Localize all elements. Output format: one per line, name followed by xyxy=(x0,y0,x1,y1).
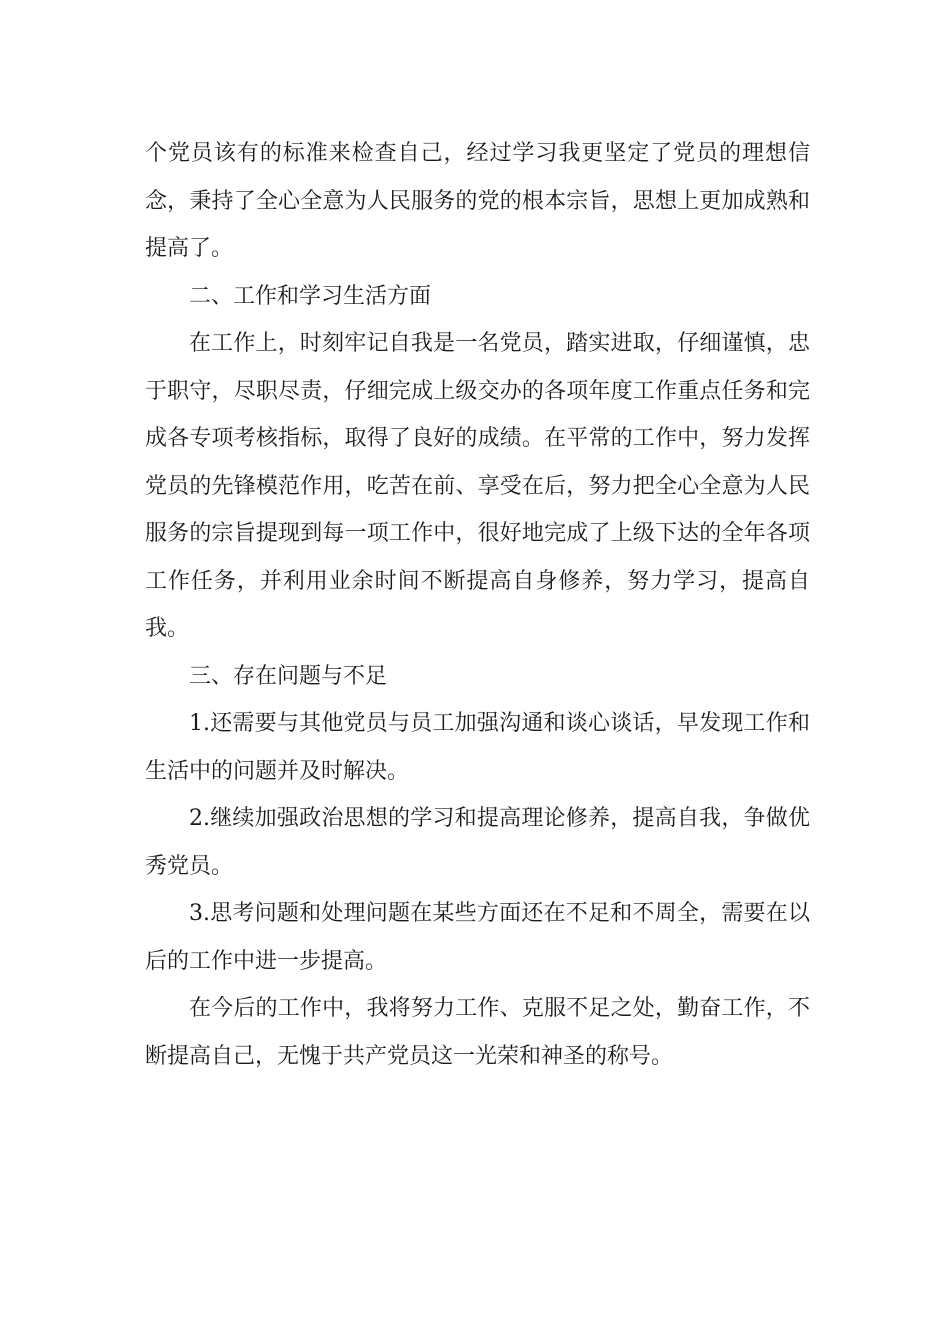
section-heading-work-and-study: 二、工作和学习生活方面 xyxy=(189,283,432,309)
paragraph-conclusion: 在今后的工作中，我将努力工作、克服不足之处，勤奋工作，不断提高自己，无愧于共产党员这一光荣和神圣的称号。 xyxy=(145,996,810,1069)
list-item-1: 1.还需要与其他党员与员工加强沟通和谈心谈话，早发现工作和生活中的问题并及时解决。 xyxy=(145,711,810,784)
list-item-3: 3.思考问题和处理问题在某些方面还在不足和不周全，需要在以后的工作中进一步提高。 xyxy=(145,901,810,974)
document-page xyxy=(145,130,810,1080)
paragraph-continuation: 个党员该有的标准来检查自己，经过学习我更坚定了党员的理想信念，秉持了全心全意为人民服务的党的根本宗旨，思想上更加成熟和提高了。 xyxy=(145,141,810,261)
section-heading-problems: 三、存在问题与不足 xyxy=(189,663,388,689)
list-item-2: 2.继续加强政治思想的学习和提高理论修养，提高自我，争做优秀党员。 xyxy=(145,806,810,879)
paragraph-work: 在工作上，时刻牢记自我是一名党员，踏实进取，仔细谨慎，忠于职守，尽职尽责，仔细完成上级交办的各项年度工作重点任务和完成各专项考核指标，取得了良好的成绩。在平常的工作中，努力发挥党员的先锋模范作用，吃苦在前、享受在后，努力把全心全意为人民服务的宗旨提现到每一项工作中，很好地完成了上级下达的全年各项工作任务，并利用业余时间不断提高自身修养，努力学习，提高自我。 xyxy=(145,331,810,641)
